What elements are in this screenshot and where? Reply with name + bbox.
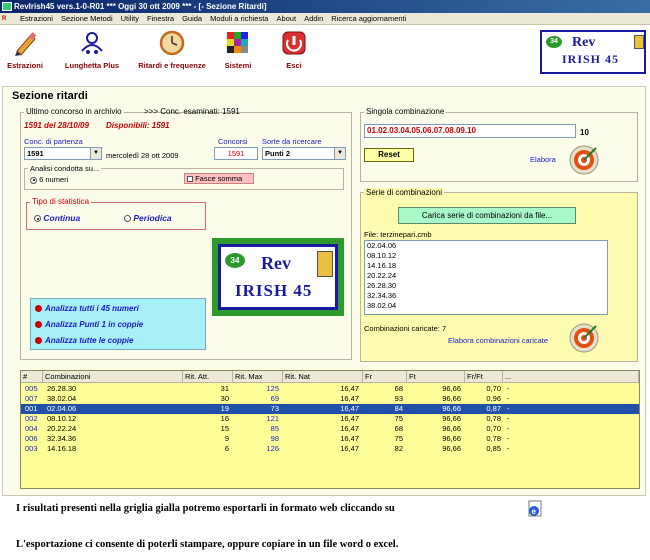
sorte-select[interactable]	[262, 147, 346, 160]
table-cell: 96,66	[442, 404, 461, 413]
serie-list[interactable]	[364, 240, 608, 315]
table-cell: 004	[25, 424, 38, 433]
arrow-bullet-icon	[35, 305, 42, 312]
table-cell: 16,47	[340, 414, 359, 423]
radio-periodica[interactable]	[124, 213, 172, 223]
ultimo-concorso: 1591 del 28/10/09	[24, 121, 89, 130]
table-cell: 96,66	[442, 414, 461, 423]
col-header-fr[interactable]: Fr	[363, 371, 407, 383]
ie-export-icon	[526, 500, 544, 518]
table-cell: -	[507, 394, 510, 403]
table-cell: -	[507, 444, 510, 453]
table-cell: 16	[220, 414, 229, 423]
table-cell: 121	[266, 414, 279, 423]
logo-badge: 34	[225, 253, 245, 268]
table-cell: 0,78	[486, 434, 501, 443]
arrow-bullet-icon	[35, 321, 42, 328]
menu-addin[interactable]: Addin	[304, 14, 324, 23]
chevron-down-icon: ▼	[334, 148, 345, 159]
section-title: Sezione ritardi	[12, 90, 88, 102]
table-cell: 0,85	[486, 444, 501, 453]
table-cell: 6	[224, 444, 229, 453]
esci-button[interactable]	[274, 25, 314, 70]
radio-icon	[124, 215, 131, 222]
menu-estrazioni[interactable]: Estrazioni	[20, 14, 53, 23]
conc-partenza-select[interactable]	[24, 147, 102, 160]
table-cell: 16,47	[340, 404, 359, 413]
analisi-label: Analisi condotta su...	[30, 164, 100, 173]
table-cell: 0,70	[486, 424, 501, 433]
esci-label: Esci	[286, 61, 302, 70]
results-grid[interactable]	[20, 370, 640, 489]
singola-input[interactable]: 01.02.03.04.05.06.07.08.09.10	[364, 124, 576, 138]
title-bar	[0, 0, 650, 13]
menu-utility[interactable]: Utility	[120, 14, 139, 23]
list-item[interactable]: 14.16.18	[367, 261, 397, 270]
table-cell: 93	[394, 394, 403, 403]
radio-icon	[34, 215, 41, 222]
table-row[interactable]	[21, 424, 639, 434]
sorte-value: Punti 2	[265, 149, 291, 158]
serie-label: Serie di combinazioni	[366, 188, 443, 197]
arrow-bullet-icon	[35, 337, 42, 344]
continua-label: Continua	[43, 213, 81, 223]
elabora-combinazioni-label: Elabora combinazioni caricate	[448, 336, 549, 345]
table-cell: 75	[394, 414, 403, 423]
table-cell: 16,47	[340, 424, 359, 433]
table-row[interactable]	[21, 384, 639, 394]
table-cell: 003	[25, 444, 38, 453]
conc-partenza-date: mercoledì 28 ott 2009	[106, 151, 179, 160]
table-cell: 006	[25, 434, 38, 443]
menu-logo-icon: R	[2, 15, 7, 22]
table-cell: 08.10.12	[47, 414, 77, 423]
table-cell: 68	[394, 384, 403, 393]
grid-icon	[224, 29, 252, 57]
table-cell: 0,78	[486, 414, 501, 423]
table-cell: 96,66	[442, 384, 461, 393]
col-header-more[interactable]: ...	[503, 371, 639, 383]
table-row[interactable]	[21, 414, 639, 424]
logo-line1: Rev	[572, 35, 596, 50]
menu-bar	[0, 13, 650, 25]
list-item[interactable]: 08.10.12	[367, 251, 397, 260]
table-cell: 20.22.24	[47, 424, 77, 433]
table-cell: 96,66	[442, 424, 461, 433]
table-cell: 19	[220, 404, 229, 413]
col-header-rit-nat[interactable]: Rit. Nat	[283, 371, 363, 383]
window-title: RevIrish45 vers.1-0-R01 *** Oggi 30 ott 2009 *** - [- Sezione Ritardi]	[14, 2, 267, 11]
table-cell: -	[507, 404, 510, 413]
table-cell: 68	[394, 424, 403, 433]
clock-icon	[158, 29, 186, 57]
table-row[interactable]	[21, 404, 639, 414]
periodica-label: Periodica	[133, 213, 172, 223]
col-header-fr-ft[interactable]: Fr/Ft	[465, 371, 503, 383]
table-cell: 69	[270, 394, 279, 403]
table-cell: 007	[25, 394, 38, 403]
conc-partenza-value: 1591	[27, 149, 44, 158]
list-item[interactable]: 02.04.06	[367, 241, 397, 250]
radio-icon	[30, 177, 37, 184]
lunghetta-label: Lunghetta Plus	[64, 61, 120, 70]
list-item[interactable]: 26.28.30	[367, 281, 397, 290]
list-item[interactable]: 32.34.36	[367, 291, 397, 300]
caption-1: I risultati presenti nella griglia gialla potremo esportarli in formato web cliccando su	[16, 503, 395, 514]
checkbox-icon	[187, 176, 193, 182]
table-cell: 75	[394, 434, 403, 443]
table-cell: 9	[224, 434, 229, 443]
col-header-ft[interactable]: Ft	[407, 371, 465, 383]
table-cell: 84	[394, 404, 403, 413]
list-item[interactable]: 20.22.24	[367, 271, 397, 280]
table-cell: -	[507, 384, 510, 393]
center-logo	[212, 238, 344, 316]
table-cell: 126	[266, 444, 279, 453]
table-cell: 14.16.18	[47, 444, 77, 453]
singola-label: Singola combinazione	[366, 107, 445, 116]
ritardi-button[interactable]	[132, 25, 212, 70]
exit-icon	[280, 29, 308, 57]
menu-about[interactable]: About	[276, 14, 297, 23]
table-cell: 16,47	[340, 434, 359, 443]
logo-line2: IRISH 45	[235, 281, 313, 300]
table-cell: 26.28.30	[47, 384, 77, 393]
target-icon[interactable]	[568, 322, 600, 354]
table-cell: 96,66	[442, 444, 461, 453]
app-logo	[540, 30, 646, 74]
table-cell: 0,87	[486, 404, 501, 413]
lottery-hand-icon	[78, 29, 106, 57]
reset-button[interactable]: Reset	[364, 148, 414, 162]
menu-ricerca[interactable]: Ricerca aggiornamenti	[331, 14, 407, 23]
statistica-label: Tipo di statistica	[32, 197, 90, 206]
table-cell: 85	[270, 424, 279, 433]
file-name: File: terzinepari.cmb	[364, 230, 432, 239]
table-cell: 001	[25, 404, 38, 413]
table-cell: -	[507, 414, 510, 423]
menu-sezione-metodi[interactable]: Sezione Metodi	[60, 14, 113, 23]
svg-text:e: e	[531, 507, 536, 516]
radio-continua[interactable]	[34, 213, 80, 223]
radio-6-numeri-label: 6 numeri	[39, 175, 69, 184]
col-header-combinazioni[interactable]: Combinazioni	[43, 371, 183, 383]
carica-file-button[interactable]: Carica serie di combinazioni da file...	[398, 207, 576, 224]
analizza-panel	[30, 298, 206, 350]
table-cell: -	[507, 434, 510, 443]
disponibili: Disponibili: 1591	[106, 121, 170, 130]
estrazioni-label: Estrazioni	[7, 61, 43, 70]
table-cell: 005	[25, 384, 38, 393]
analizza-coppie-button[interactable]	[35, 336, 133, 345]
table-cell: 16,47	[340, 394, 359, 403]
analizza-punti-label: Analizza Punti 1 in coppie	[45, 320, 144, 329]
logo-line2: IRISH 45	[562, 52, 620, 66]
analizza-tutti-label: Analizza tutti i 45 numeri	[45, 304, 139, 313]
col-header-id[interactable]: #	[21, 371, 43, 383]
table-cell: -	[507, 424, 510, 433]
table-cell: 02.04.06	[47, 404, 77, 413]
table-cell: 0,70	[486, 384, 501, 393]
list-item[interactable]: 38.02.04	[367, 301, 397, 310]
table-cell: 96,66	[442, 434, 461, 443]
leprechaun-icon	[634, 35, 644, 49]
table-cell: 31	[220, 384, 229, 393]
checkbox-fasce-somma[interactable]	[184, 173, 254, 184]
chevron-down-icon: ▼	[90, 148, 101, 159]
pencil-icon	[11, 29, 39, 57]
table-cell: 15	[220, 424, 229, 433]
target-icon[interactable]	[568, 144, 600, 176]
leprechaun-icon	[317, 251, 333, 277]
menu-finestra[interactable]: Finestra	[146, 14, 175, 23]
table-cell: 38.02.04	[47, 394, 77, 403]
table-cell: 32.34.36	[47, 434, 77, 443]
table-cell: 002	[25, 414, 38, 423]
col-header-rit-att[interactable]: Rit. Att.	[183, 371, 233, 383]
app-icon	[2, 2, 12, 11]
table-cell: 82	[394, 444, 403, 453]
radio-6-numeri[interactable]	[30, 175, 68, 184]
table-row[interactable]	[21, 434, 639, 444]
sistemi-button[interactable]	[218, 25, 258, 70]
logo-line1: Rev	[261, 253, 291, 273]
table-cell: 30	[220, 394, 229, 403]
table-cell: 16,47	[340, 384, 359, 393]
concorsi-input[interactable]: 1591	[214, 147, 258, 160]
archivio-label: Ultimo concorso in archivio	[26, 107, 122, 116]
col-header-rit-max[interactable]: Rit. Max	[233, 371, 283, 383]
table-cell: 0,96	[486, 394, 501, 403]
conc-partenza-label: Conc. di partenza	[24, 137, 83, 146]
estrazioni-button[interactable]	[4, 25, 46, 70]
logo-badge: 34	[546, 36, 562, 48]
table-cell: 96,66	[442, 394, 461, 403]
table-cell: 98	[270, 434, 279, 443]
concorsi-label: Concorsi	[218, 137, 248, 146]
sorte-label: Sorte da ricercare	[262, 137, 322, 146]
ritardi-label: Ritardi e frequenze	[138, 61, 206, 70]
table-row[interactable]	[21, 444, 639, 454]
caricate-count: Combinazioni caricate: 7	[364, 324, 447, 333]
table-cell: 16,47	[340, 444, 359, 453]
table-row[interactable]	[21, 394, 639, 404]
caption-2: L'esportazione ci consente di poterli stampare, oppure copiare in un file word o excel.	[16, 539, 399, 550]
singola-count: 10	[580, 128, 589, 137]
sistemi-label: Sistemi	[224, 61, 252, 70]
analizza-coppie-label: Analizza tutte le coppie	[45, 336, 134, 345]
menu-guida[interactable]: Guida	[182, 14, 203, 23]
fasce-somma-label: Fasce somma	[195, 174, 243, 183]
table-cell: 125	[266, 384, 279, 393]
menu-moduli[interactable]: Moduli a richiesta	[210, 14, 269, 23]
conc-esaminati: >>> Conc. esaminati: 1591	[144, 107, 240, 116]
elabora-label: Elabora	[530, 155, 556, 164]
table-cell: 73	[270, 404, 279, 413]
lunghetta-button[interactable]	[58, 25, 126, 70]
analizza-tutti-button[interactable]	[35, 304, 139, 313]
analizza-punti-button[interactable]	[35, 320, 143, 329]
